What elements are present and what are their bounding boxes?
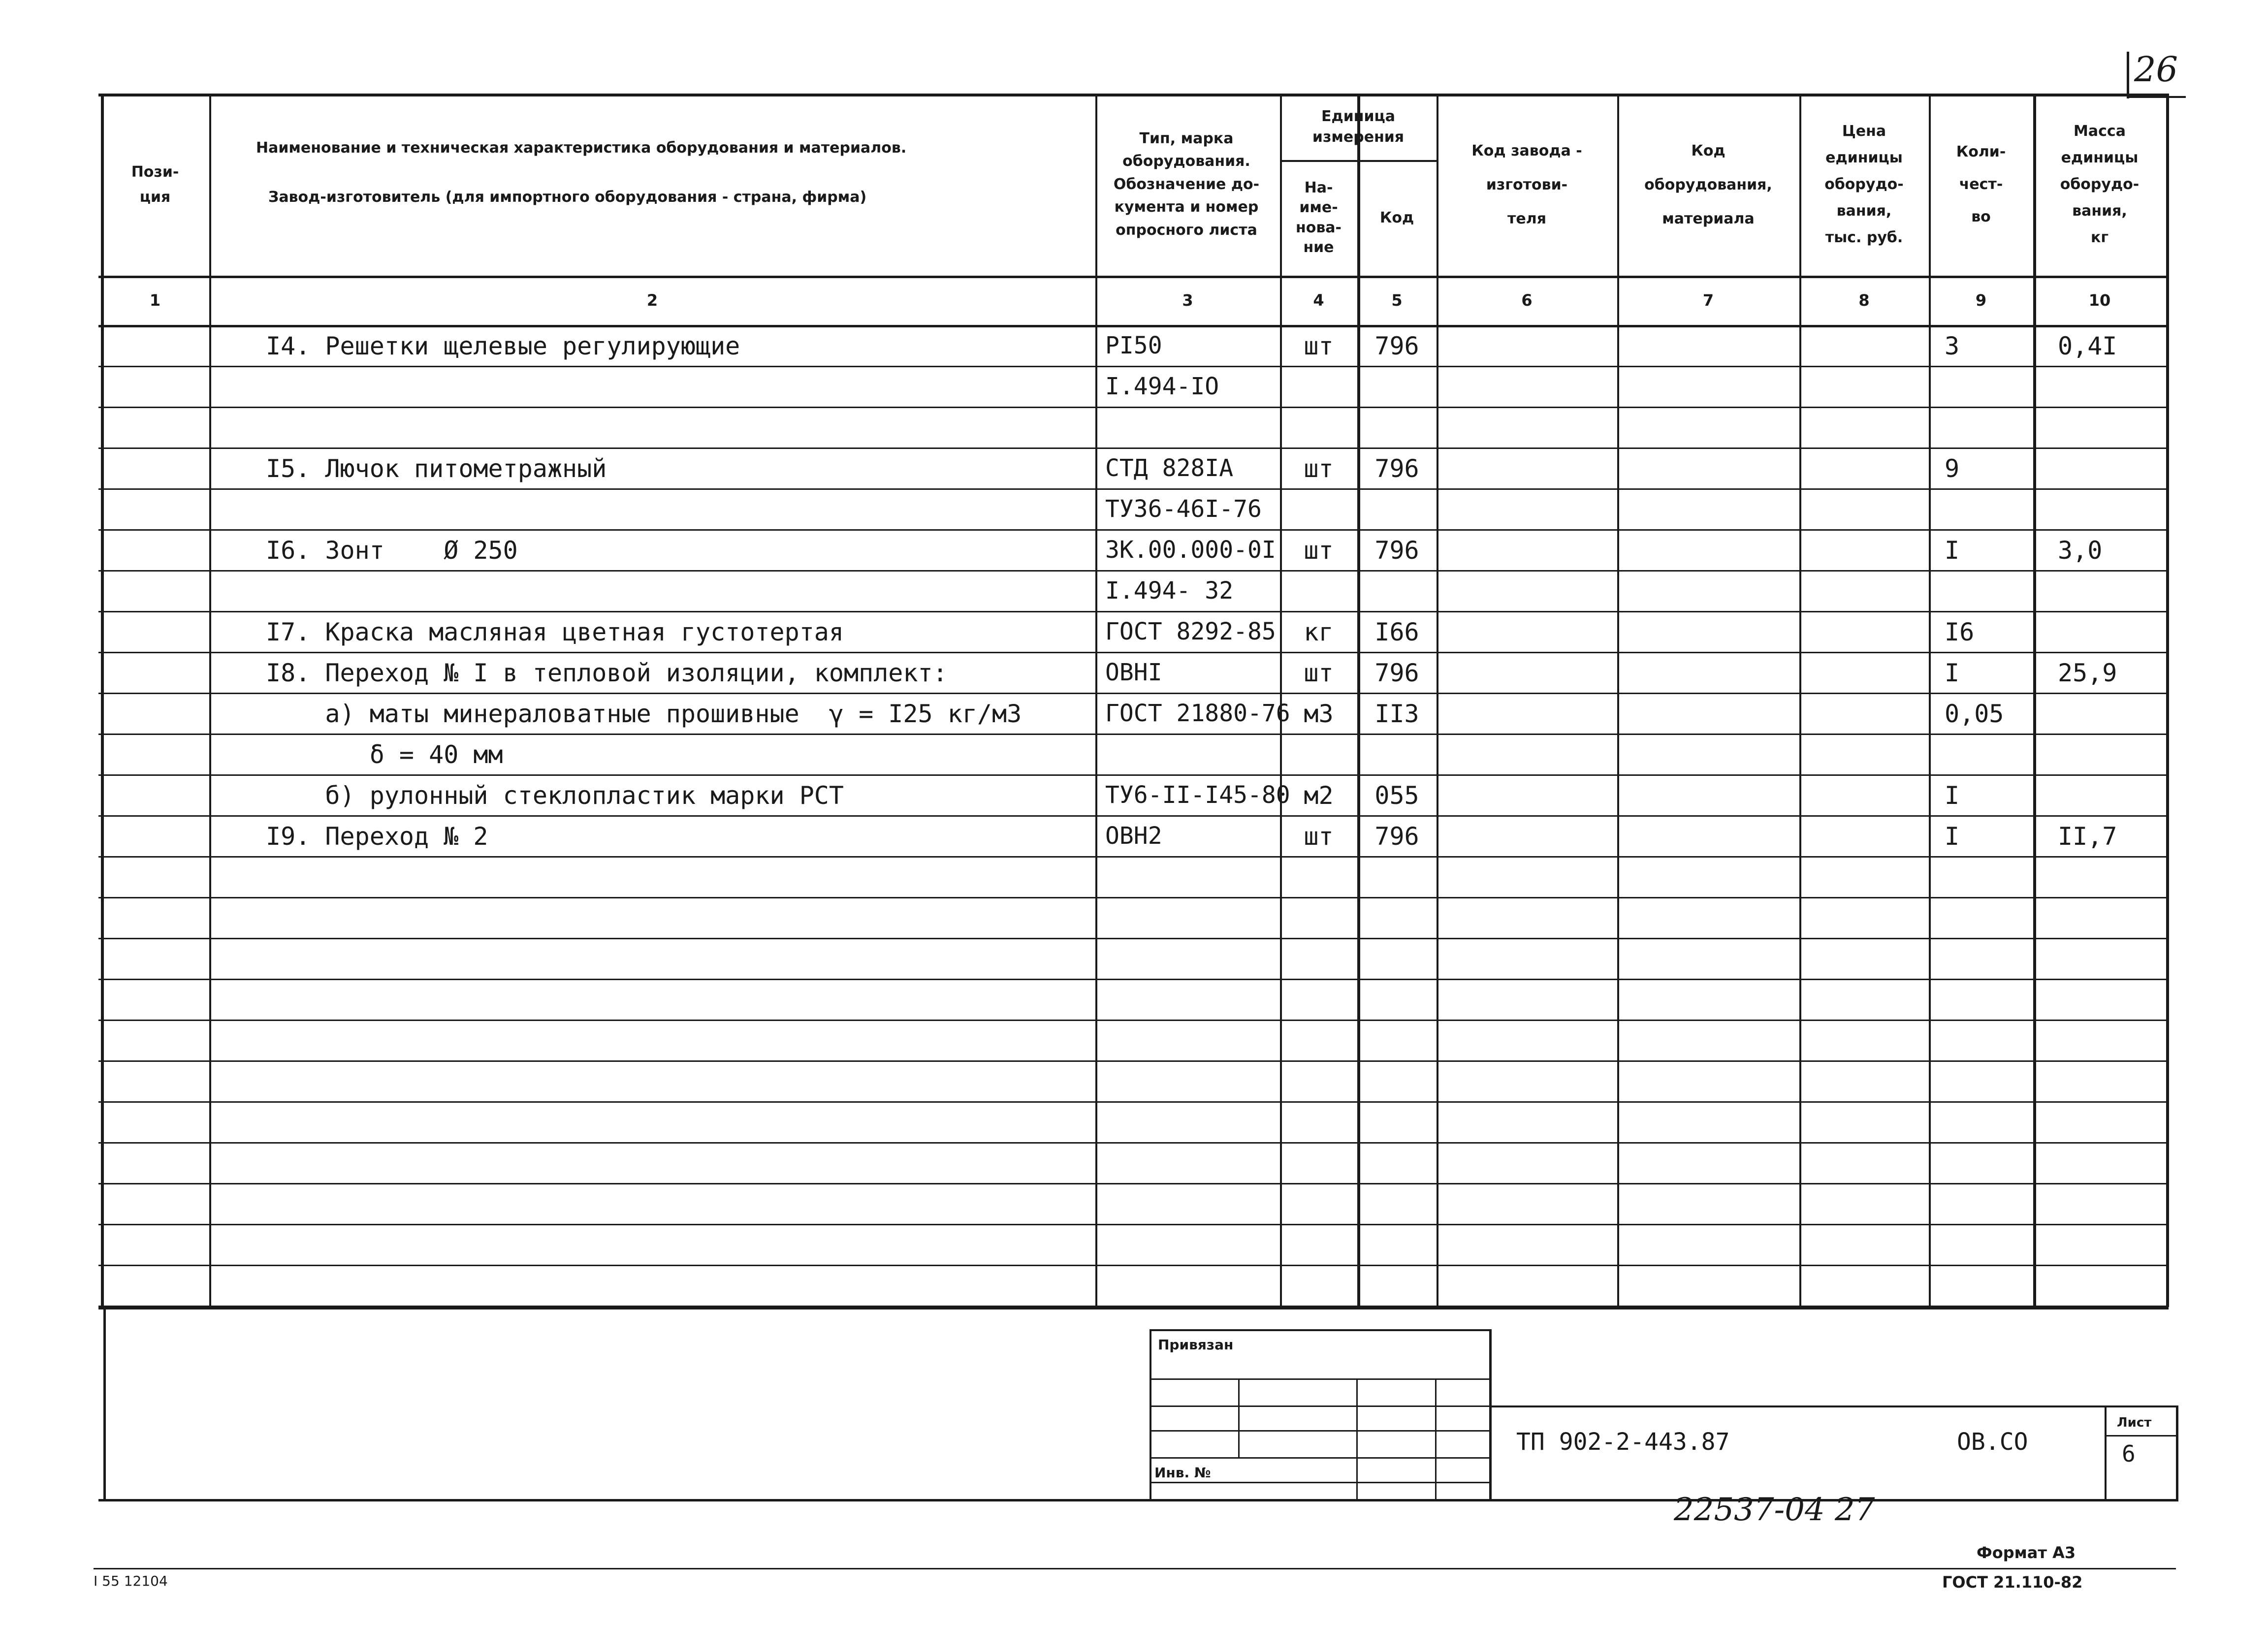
cell-type: ТУ36-46I-76: [1105, 495, 1262, 523]
stamp-col: [1435, 1378, 1437, 1501]
table-row: [0, 693, 2268, 734]
stamp-left: [1150, 1329, 1151, 1501]
table-row: [0, 488, 2268, 529]
cell-name: I5. Лючок питометражный: [266, 454, 607, 483]
header-factory-code: Код завода - изготови- теля: [1471, 142, 1582, 227]
stamp-title-top: [1492, 1405, 2178, 1407]
cell-qty: I: [1945, 536, 1960, 565]
frame-left: [103, 1307, 106, 1501]
cell-qty: 3: [1945, 332, 1960, 360]
table-row: [0, 734, 2268, 774]
print-code: I 55 12104: [94, 1573, 168, 1589]
column-number-7: 7: [1702, 291, 1714, 310]
cell-type: ЗК.00.000-0I: [1105, 536, 1276, 564]
table-row: [0, 529, 2268, 570]
row-divider: [98, 979, 2169, 980]
cell-name: I6. Зонт Ø 250: [266, 536, 518, 565]
row-divider: [98, 1020, 2169, 1021]
stamp-row: [1150, 1457, 1492, 1459]
cell-code: 796: [1374, 659, 1419, 687]
header-price: Цена единицы оборудо- вания, тыс. руб.: [1824, 123, 1904, 246]
cell-name: I4. Решетки щелевые регулирующие: [266, 332, 740, 360]
cell-mass: 25,9: [2058, 659, 2117, 687]
cell-code: 796: [1374, 822, 1419, 851]
header-unit-code: Код: [1379, 209, 1414, 226]
stamp-col: [1238, 1378, 1240, 1457]
cell-code: 796: [1374, 454, 1419, 483]
stamp-inv-label: Инв. №: [1154, 1465, 1211, 1481]
cell-type: ТУ6-II-I45-80: [1105, 781, 1290, 809]
row-divider: [98, 1224, 2169, 1225]
format-label: Формат А3: [1977, 1543, 2076, 1562]
cell-unit: шт: [1304, 536, 1334, 565]
row-divider: [98, 856, 2169, 858]
stamp-row: [1150, 1482, 1492, 1483]
header-name-line1: Наименование и техническая характеристика оборудования и материалов.: [256, 139, 907, 157]
document-code: ТП 902-2-443.87: [1516, 1428, 1730, 1456]
cell-qty: I: [1945, 781, 1960, 810]
cell-unit: шт: [1304, 659, 1334, 687]
cell-type: ГОСТ 21880-76: [1105, 700, 1290, 727]
stamp-row: [1150, 1378, 1492, 1380]
cell-name: I9. Переход № 2: [266, 822, 488, 851]
cell-code: 796: [1374, 332, 1419, 360]
column-number-6: 6: [1521, 291, 1533, 310]
cell-code: II3: [1374, 700, 1419, 728]
cell-qty: I6: [1945, 618, 1975, 646]
stamp-sheet-label: Лист: [2117, 1415, 2152, 1430]
cell-name: δ = 40 мм: [266, 740, 503, 769]
cell-unit: шт: [1304, 454, 1334, 483]
cell-qty: 0,05: [1945, 700, 2004, 728]
cell-type: PI50: [1105, 332, 1162, 359]
document-mark: ОВ.СО: [1957, 1428, 2028, 1456]
column-number-4: 4: [1313, 291, 1324, 310]
cell-unit: м2: [1304, 781, 1334, 810]
table-bottom-border: [98, 1307, 2169, 1309]
column-number-9: 9: [1975, 291, 1987, 310]
row-divider: [98, 897, 2169, 898]
row-divider: [98, 1101, 2169, 1103]
table-row: [0, 325, 2268, 366]
table-row: [0, 652, 2268, 693]
cell-mass: 0,4I: [2058, 332, 2117, 360]
column-number-2: 2: [646, 291, 658, 310]
cell-unit: кг: [1304, 618, 1334, 646]
row-divider: [98, 1265, 2169, 1266]
column-number-5: 5: [1391, 291, 1403, 310]
table-row: [0, 774, 2268, 815]
stamp-top: [1150, 1329, 1492, 1331]
header-unit-group: Единица измерения: [1312, 107, 1405, 146]
header-mass: Масса единицы оборудо- вания, кг: [2060, 123, 2140, 246]
cell-qty: I: [1945, 822, 1960, 851]
header-equipment-code: Код оборудования, материала: [1644, 142, 1772, 227]
header-unit-name: На- име- нова- ние: [1295, 179, 1342, 256]
cell-code: 796: [1374, 536, 1419, 565]
cell-name: I8. Переход № I в тепловой изоляции, комплект:: [266, 659, 948, 687]
cell-code: I66: [1374, 618, 1419, 646]
cell-unit: м3: [1304, 700, 1334, 728]
cell-type: ГОСТ 8292-85: [1105, 618, 1276, 645]
cell-name: б) рулонный стеклопластик марки РСТ: [266, 781, 844, 810]
row-divider: [98, 938, 2169, 939]
cell-type: СТД 828IA: [1105, 454, 1234, 482]
row-divider: [98, 1142, 2169, 1144]
stamp-sheet-row: [2105, 1435, 2178, 1436]
cell-qty: 9: [1945, 454, 1960, 483]
cell-type: I.494-IO: [1105, 373, 1219, 400]
cell-name: I7. Краска масляная цветная густотертая: [266, 618, 844, 646]
header-quantity: Коли- чест- во: [1956, 143, 2006, 225]
stamp-right: [1489, 1329, 1492, 1501]
column-number-1: 1: [149, 291, 161, 310]
header-name-line2: Завод-изготовитель (для импортного оборудования - страна, фирма): [268, 188, 867, 206]
cell-type: I.494- 32: [1105, 577, 1234, 605]
cell-unit: шт: [1304, 822, 1334, 851]
stamp-col: [1356, 1378, 1358, 1501]
table-row: [0, 611, 2268, 652]
header-type: Тип, марка оборудования. Обозначение до- кумента и номер опросного листа: [1113, 129, 1260, 239]
stamp-bound-label: Привязан: [1158, 1337, 1234, 1353]
cell-code: 055: [1374, 781, 1419, 810]
cell-mass: II,7: [2058, 822, 2117, 851]
frame-right: [2176, 1405, 2178, 1501]
row-divider: [98, 1183, 2169, 1184]
column-number-10: 10: [2088, 291, 2111, 310]
stamp-sheet-number: 6: [2122, 1440, 2136, 1467]
corner-sheet-number: 26: [2134, 49, 2178, 90]
cell-qty: I: [1945, 659, 1960, 687]
table-row: [0, 447, 2268, 488]
handwritten-archive-number: 22537-04 27: [1674, 1492, 1875, 1528]
table-row: [0, 407, 2268, 447]
cell-name: а) маты минераловатные прошивные γ = I25 кг/м3: [266, 700, 1022, 728]
stamp-row: [1150, 1405, 1492, 1407]
column-number-8: 8: [1858, 291, 1870, 310]
stamp-row: [1150, 1430, 1492, 1432]
table-row: [0, 815, 2268, 856]
table-row: [0, 366, 2268, 407]
gost-label: ГОСТ 21.110-82: [1942, 1573, 2083, 1592]
cell-mass: 3,0: [2058, 536, 2103, 565]
row-divider: [98, 1060, 2169, 1062]
column-number-3: 3: [1182, 291, 1193, 310]
table-row: [0, 570, 2268, 611]
cell-unit: шт: [1304, 332, 1334, 360]
cell-type: ОВН2: [1105, 822, 1162, 850]
header-position: Пози- ция: [131, 163, 179, 206]
stamp-sheet-divider: [2105, 1405, 2107, 1501]
cell-type: ОВНI: [1105, 659, 1162, 686]
